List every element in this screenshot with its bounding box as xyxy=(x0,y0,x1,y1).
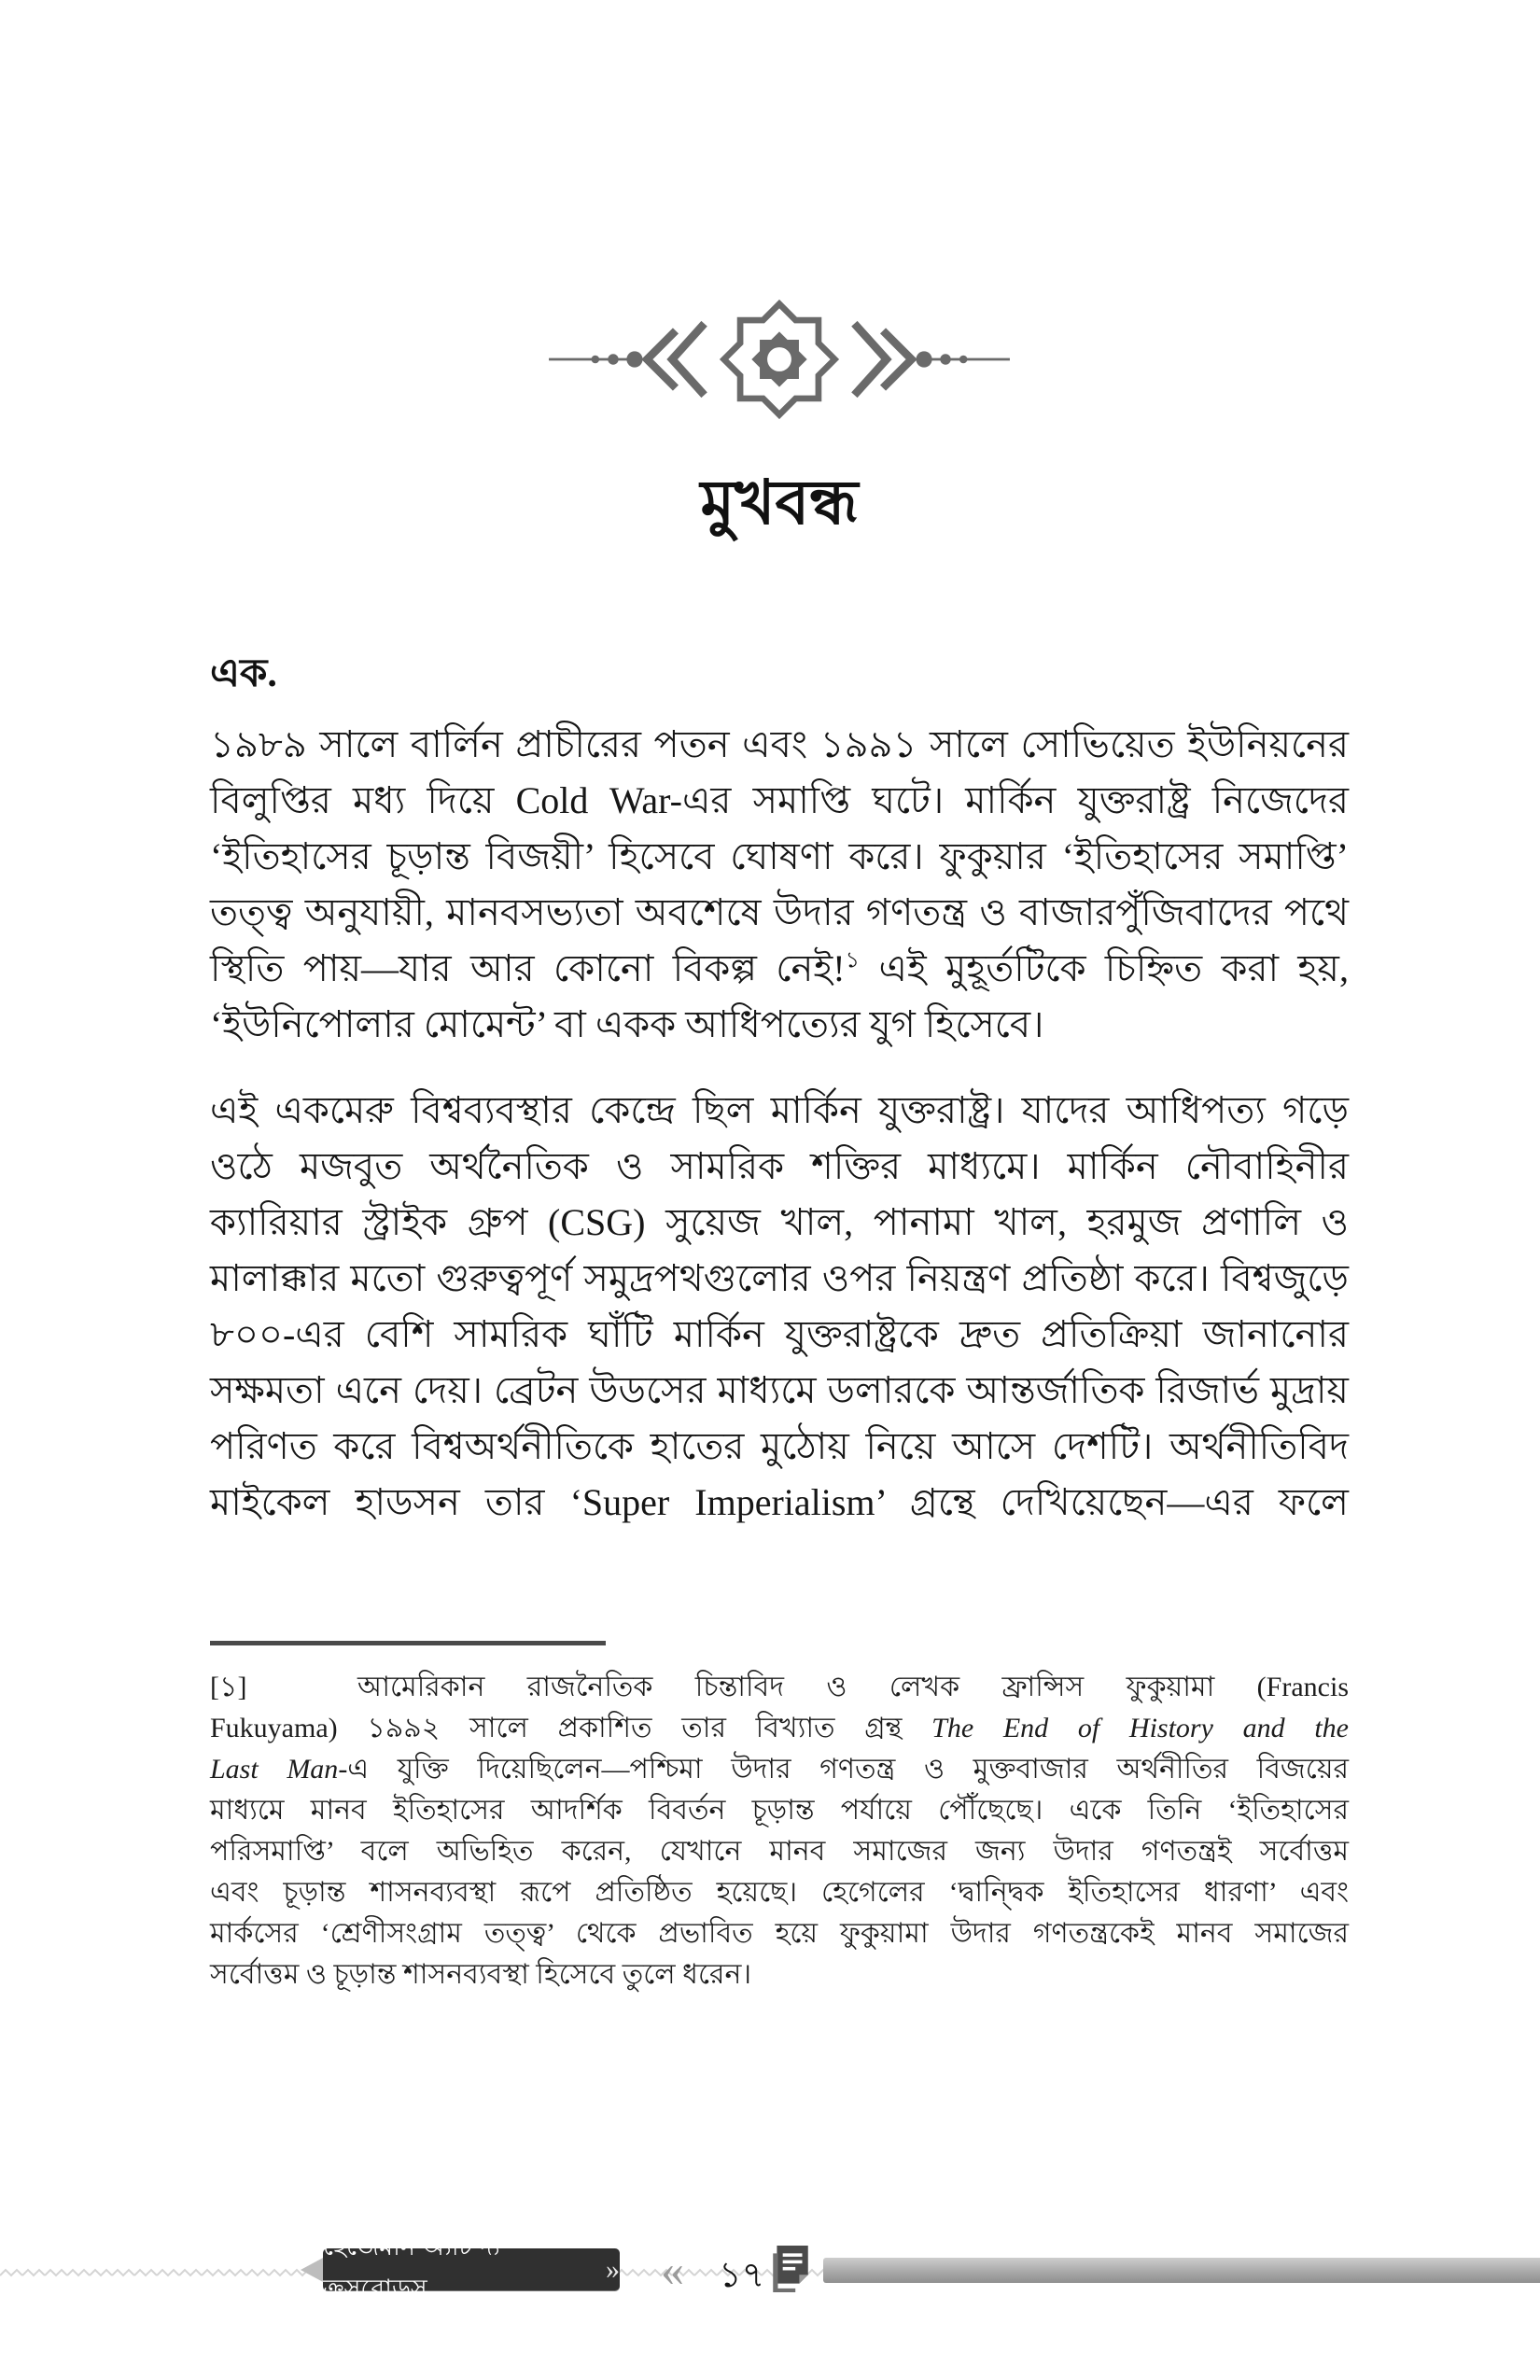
footer-side-bar xyxy=(823,2258,1540,2283)
double-chevron-right-icon: » xyxy=(606,2253,620,2285)
page-footer xyxy=(0,2232,1540,2303)
title-bar-tail xyxy=(301,2257,325,2283)
paragraph-2 xyxy=(210,1083,1349,1531)
double-chevron-left-icon: « xyxy=(661,2244,680,2296)
text-line: পরিণত করে বিশ্বঅর্থনীতিকে হাতের মুঠোয় নিয়ে আসে দেশটি। অর্থনীতিবিদ xyxy=(210,1425,1349,1467)
text-line: বিলুপ্তির মধ্য দিয়ে Cold War-এর সমাপ্তি ঘটে। মার্কিন যুক্তরাষ্ট্র নিজেদের xyxy=(210,779,1349,821)
text-line: [১] আমেরিকান রাজনৈতিক চিন্তাবিদ ও লেখক ফ্রান্সিস ফুকুয়ামা (Francis xyxy=(210,1672,1349,1702)
text-line: মার্কসের ‘শ্রেণীসংগ্রাম তত্ত্ব’ থেকে প্রভাবিত হয়ে ফুকুয়ামা উদার গণতন্ত্রকেই মানব সমাজের xyxy=(210,1918,1349,1949)
text-line: ৮০০-এর বেশি সামরিক ঘাঁটি মার্কিন যুক্তরাষ্ট্রকে দ্রুত প্রতিক্রিয়া জানানোর xyxy=(210,1313,1349,1355)
text-line: মাইকেল হাডসন তার ‘Super Imperialism’ গ্রন্থে দেখিয়েছেন—এর ফলে xyxy=(210,1481,1349,1523)
section-heading: এক. xyxy=(210,652,277,695)
text-line: এবং চূড়ান্ত শাসনব্যবস্থা রূপে প্রতিষ্ঠিত হয়েছে। হেগেলের ‘দ্বান্দ্বিক ইতিহাসের ধারণা’ এবং xyxy=(210,1877,1349,1908)
text-line: Last Man-এ যুক্তি দিয়েছিলেন—পশ্চিমা উদার গণতন্ত্র ও মুক্তবাজার অর্থনীতির বিজয়ের xyxy=(210,1754,1350,1785)
text-line: ‘ইউনিপোলার মোমেন্ট’ বা একক আধিপত্যের যুগ হিসেবে। xyxy=(210,1003,1044,1045)
text-line: ওঠে মজবুত অর্থনৈতিক ও সামরিক শক্তির মাধ্যমে। মার্কিন নৌবাহিনীর xyxy=(210,1145,1349,1187)
footnote xyxy=(210,1667,1349,1995)
footnote-separator-rule xyxy=(210,1641,606,1645)
text-line: স্থিতি পায়—যার আর কোনো বিকল্প নেই!$^১$ এই মুহূর্তটিকে চিহ্নিত করা হয়, xyxy=(210,947,1349,989)
text-line: ক্যারিয়ার স্ট্রাইক গ্রুপ (CSG) সুয়েজ খাল, পানামা খাল, হরমুজ প্রণালি ও xyxy=(210,1201,1349,1243)
text-line: তত্ত্ব অনুযায়ী, মানবসভ্যতা অবশেষে উদার গণতন্ত্র ও বাজারপুঁজিবাদের পথে xyxy=(210,891,1349,933)
text-line: সর্বোত্তম ও চূড়ান্ত শাসনব্যবস্থা হিসেবে তুলে ধরেন। xyxy=(210,1959,752,1990)
text-line: এই একমেরু বিশ্বব্যবস্থার কেন্দ্রে ছিল মার্কিন যুক্তরাষ্ট্র। যাদের আধিপত্য গড়ে xyxy=(210,1089,1349,1131)
text-line: ১৯৮৯ সালে বার্লিন প্রাচীরের পতন এবং ১৯৯১ সালে সোভিয়েত ইউনিয়নের xyxy=(210,723,1349,765)
text-line: পরিসমাপ্তি’ বলে অভিহিত করেন, যেখানে মানব সমাজের জন্য উদার গণতন্ত্রই সর্বোত্তম xyxy=(210,1836,1349,1867)
page-title: মুখবন্ধ xyxy=(700,469,859,538)
book-title-bar xyxy=(323,2232,620,2303)
star-medallion-icon xyxy=(537,297,1022,422)
text-line: মালাক্কার মতো গুরুত্বপূর্ণ সমুদ্রপথগুলোর ওপর নিয়ন্ত্রণ প্রতিষ্ঠা করে। বিশ্বজুড়ে xyxy=(210,1257,1349,1299)
text-line: Fukuyama) ১৯৯২ সালে প্রকাশিত তার বিখ্যাত গ্রন্থ The End of History and the xyxy=(210,1713,1349,1743)
book-title: হেজেমনি অ্যাট দ্য ক্রসরোডস xyxy=(323,2232,500,2303)
page-curl-icon xyxy=(769,2246,812,2297)
text-line: সক্ষমতা এনে দেয়। ব্রেটন উডসের মাধ্যমে ডলারকে আন্তর্জাতিক রিজার্ভ মুদ্রায় xyxy=(210,1369,1349,1411)
text-line: ‘ইতিহাসের চূড়ান্ত বিজয়ী’ হিসেবে ঘোষণা করে। ফুকুয়ার ‘ইতিহাসের সমাপ্তি’ xyxy=(210,835,1349,877)
page-number: ১৭ xyxy=(719,2256,765,2295)
text-line: মাধ্যমে মানব ইতিহাসের আদর্শিক বিবর্তন চূড়ান্ত পর্যায়ে পৌঁছেছে। একে তিনি ‘ইতিহাসের xyxy=(210,1795,1349,1826)
star-divider-ornament xyxy=(537,297,1022,422)
paragraph-1 xyxy=(210,717,1349,1053)
